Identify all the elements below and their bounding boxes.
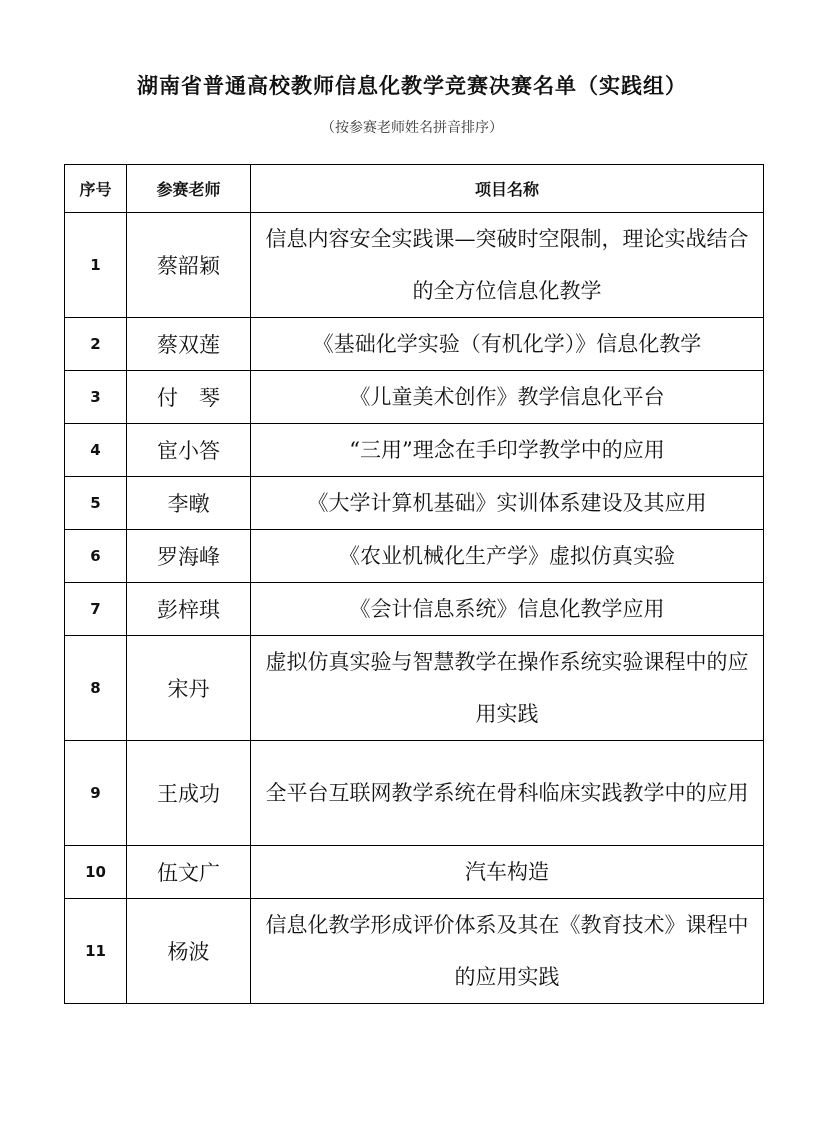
project-name: 《儿童美术创作》教学信息化平台: [251, 371, 764, 424]
row-number: 5: [65, 477, 127, 530]
finalist-table: [64, 164, 764, 1004]
teacher-name: 伍文广: [127, 846, 251, 899]
project-name: 全平台互联网教学系统在骨科临床实践教学中的应用: [251, 741, 764, 846]
teacher-name: 宦小答: [127, 424, 251, 477]
teacher-name: 李暾: [127, 477, 251, 530]
project-name: 汽车构造: [251, 846, 764, 899]
project-name: 信息化教学形成评价体系及其在《教育技术》课程中的应用实践: [251, 899, 764, 1004]
project-name: 《大学计算机基础》实训体系建设及其应用: [251, 477, 764, 530]
row-number: 3: [65, 371, 127, 424]
teacher-name: 王成功: [127, 741, 251, 846]
project-name: 《基础化学实验（有机化学）》信息化教学: [251, 318, 764, 371]
teacher-name: 罗海峰: [127, 530, 251, 583]
table-row: [65, 899, 764, 1004]
document-subtitle: （按参赛老师姓名拼音排序）: [321, 120, 503, 136]
teacher-name: 付 琴: [127, 371, 251, 424]
header-project: 项目名称: [251, 165, 764, 213]
row-number: 6: [65, 530, 127, 583]
table-header-row: [65, 165, 764, 213]
table-row: [65, 530, 764, 583]
row-number: 4: [65, 424, 127, 477]
project-name: “三用”理念在手印学教学中的应用: [251, 424, 764, 477]
table-row: [65, 477, 764, 530]
teacher-name: 蔡韶颖: [127, 213, 251, 318]
table-row: [65, 424, 764, 477]
table-row: [65, 741, 764, 846]
header-teacher: 参赛老师: [127, 165, 251, 213]
project-name: 《农业机械化生产学》虚拟仿真实验: [251, 530, 764, 583]
table-row: [65, 636, 764, 741]
row-number: 7: [65, 583, 127, 636]
document-title: 湖南省普通高校教师信息化教学竞赛决赛名单（实践组）: [137, 73, 687, 98]
teacher-name: 蔡双莲: [127, 318, 251, 371]
project-name: 信息内容安全实践课—突破时空限制，理论实战结合的全方位信息化教学: [251, 213, 764, 318]
table-row: [65, 846, 764, 899]
project-name: 《会计信息系统》信息化教学应用: [251, 583, 764, 636]
table-row: [65, 213, 764, 318]
teacher-name: 杨波: [127, 899, 251, 1004]
row-number: 11: [65, 899, 127, 1004]
table-row: [65, 583, 764, 636]
row-number: 9: [65, 741, 127, 846]
project-name: 虚拟仿真实验与智慧教学在操作系统实验课程中的应用实践: [251, 636, 764, 741]
row-number: 10: [65, 846, 127, 899]
row-number: 1: [65, 213, 127, 318]
table-row: [65, 318, 764, 371]
row-number: 2: [65, 318, 127, 371]
teacher-name: 彭梓琪: [127, 583, 251, 636]
row-number: 8: [65, 636, 127, 741]
teacher-name: 宋丹: [127, 636, 251, 741]
header-number: 序号: [65, 165, 127, 213]
table-row: [65, 371, 764, 424]
